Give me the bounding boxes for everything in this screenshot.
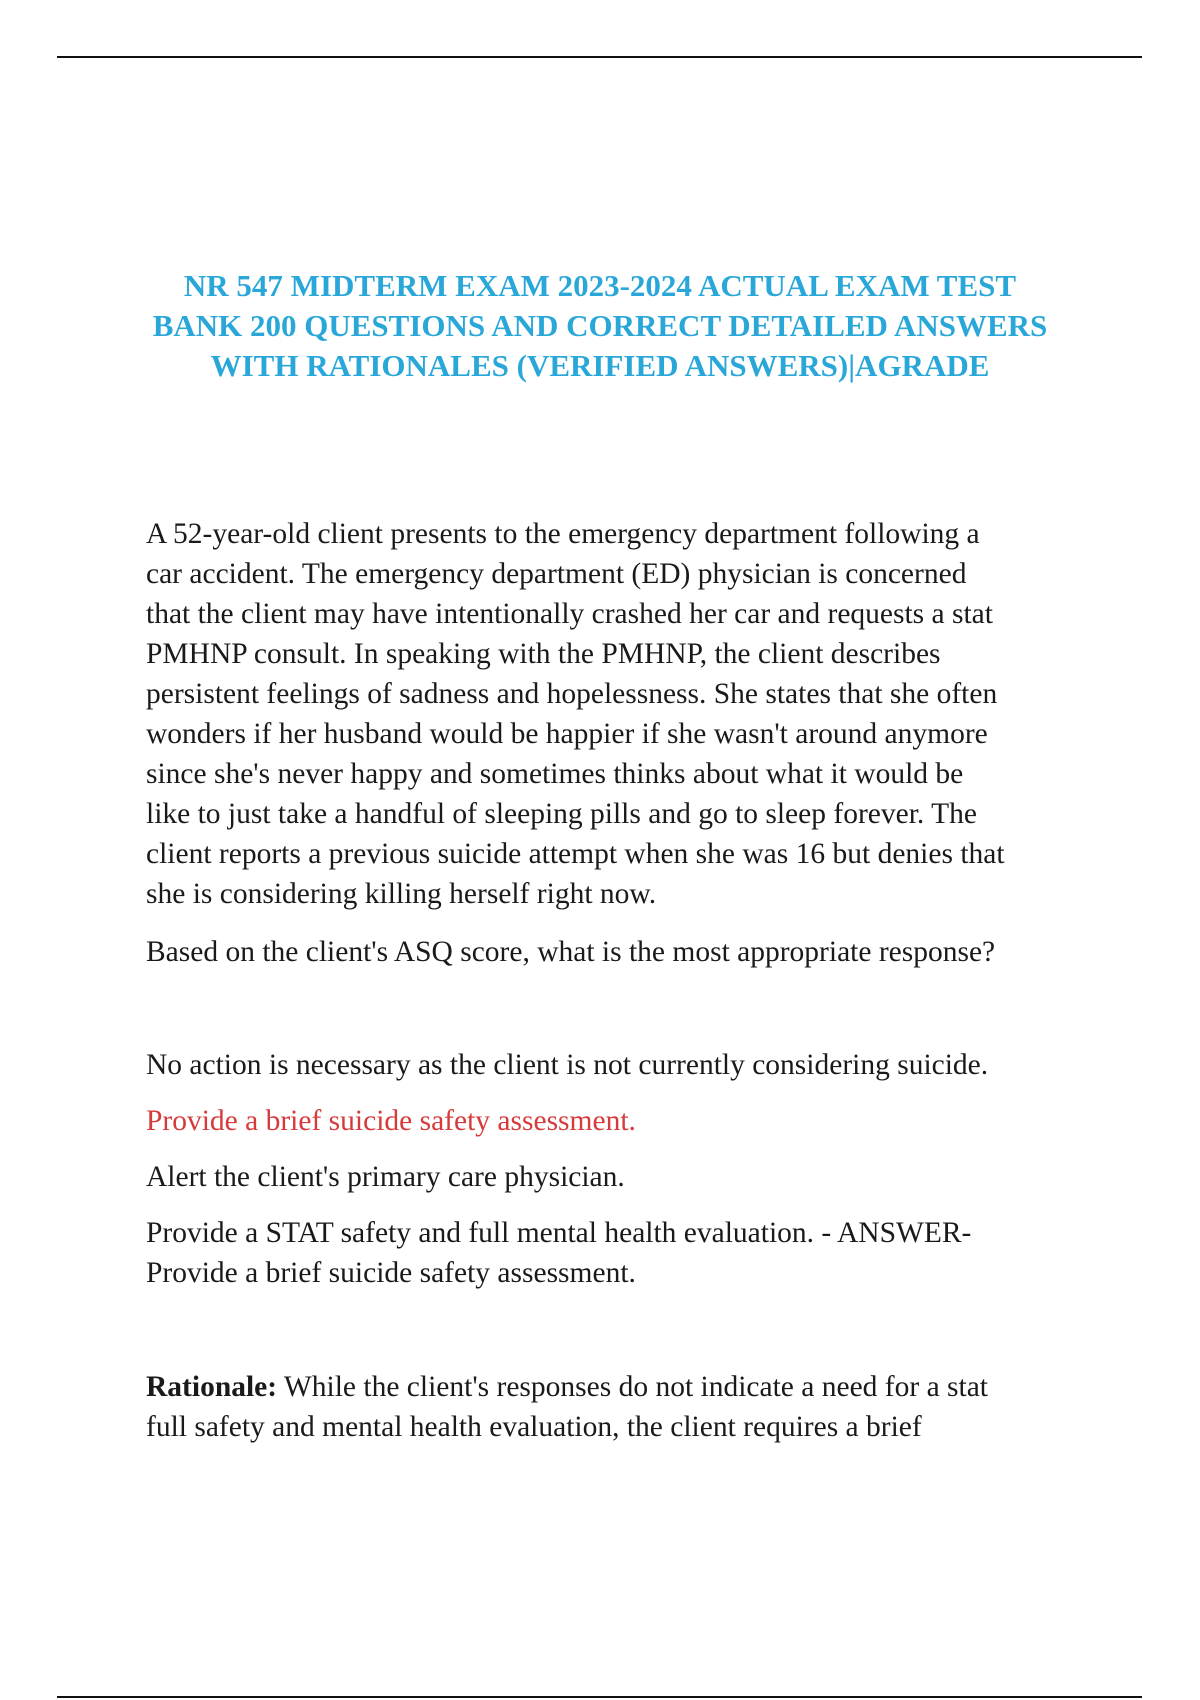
document-title bbox=[60, 266, 1140, 386]
question-line: since she's never happy and sometimes thinks about what it would be bbox=[146, 758, 964, 790]
question-line: persistent feelings of sadness and hopelessness. She states that she often bbox=[146, 678, 998, 710]
question-line: wonders if her husband would be happier if she wasn't around anymore bbox=[146, 718, 988, 750]
question-line: car accident. The emergency department (ED) physician is concerned bbox=[146, 558, 967, 590]
answer-key-text: Provide a brief suicide safety assessment. bbox=[146, 1257, 636, 1289]
question-line: she is considering killing herself right now. bbox=[146, 878, 657, 910]
bottom-rule bbox=[57, 1696, 1142, 1698]
rationale-label: Rationale: bbox=[146, 1371, 278, 1403]
rationale-line: full safety and mental health evaluation, the client requires a brief bbox=[146, 1411, 922, 1443]
option-no-action: No action is necessary as the client is not currently considering suicide. bbox=[146, 1049, 989, 1081]
rationale-section bbox=[146, 1367, 1096, 1447]
title-line: BANK 200 QUESTIONS AND CORRECT DETAILED ANSWERS bbox=[152, 308, 1048, 343]
option-alert-physician: Alert the client's primary care physician. bbox=[146, 1161, 625, 1193]
option-brief-assessment-correct: Provide a brief suicide safety assessment. bbox=[146, 1105, 636, 1137]
question-line: A 52-year-old client presents to the emergency department following a bbox=[146, 518, 980, 550]
option-stat-text: Provide a STAT safety and full mental health evaluation. - ANSWER- bbox=[146, 1217, 972, 1249]
question-line: PMHNP consult. In speaking with the PMHNP, the client describes bbox=[146, 638, 941, 670]
question-line: like to just take a handful of sleeping pills and go to sleep forever. The bbox=[146, 798, 977, 830]
title-line: NR 547 MIDTERM EXAM 2023-2024 ACTUAL EXAM TEST bbox=[183, 268, 1017, 303]
title-line: WITH RATIONALES (VERIFIED ANSWERS)|AGRADE bbox=[210, 348, 990, 383]
question-line: client reports a previous suicide attempt when she was 16 but denies that bbox=[146, 838, 1005, 870]
rationale-text: While the client's responses do not indicate a need for a stat bbox=[277, 1371, 989, 1403]
prompt-text: Based on the client's ASQ score, what is the most appropriate response? bbox=[146, 936, 996, 968]
rationale-line bbox=[146, 1367, 1096, 1407]
answer-options bbox=[146, 1045, 1096, 1309]
option-stat-evaluation bbox=[146, 1213, 1096, 1293]
top-rule bbox=[57, 56, 1142, 58]
question-line: that the client may have intentionally crashed her car and requests a stat bbox=[146, 598, 993, 630]
question-prompt bbox=[146, 932, 1096, 972]
question-stem bbox=[146, 514, 1096, 914]
